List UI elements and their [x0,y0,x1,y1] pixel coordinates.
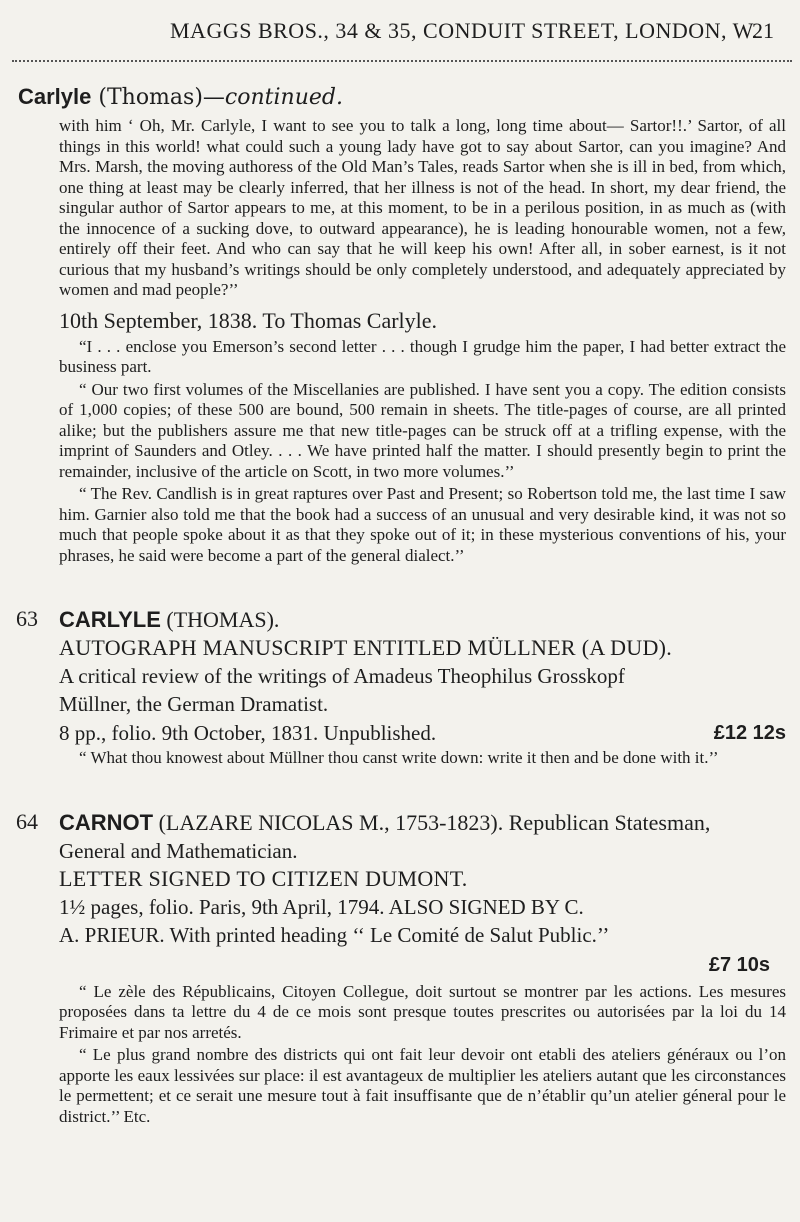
continued-heading [18,84,786,110]
lot-quote: “ What thou knowest about Müllner thou canst write down: write it then and be done with it.’’ [79,748,719,767]
letter-paragraph: with him ‘ Oh, Mr. Carlyle, I want to see you to talk a long, long time about— Sartor!!.’ Sartor, of all things in this world! what could such a young lady have got to say about Sartor, can you imagine? And Mrs. Marsh, the moving authoress of the Old Man’s Tales, reads Sartor when she is ill in bed, from which, one thing at least may be clearly inferred, that her illness is not of the head. In short, my dear friend, the singular author of Sartor appears to me, at this moment, to be in a perilous position, in as much as (with the innocence of a sucking dove, to outward appearance), he is leading honourable women, not a few, entirely off their feet. And who can say that he will keep his own! After all, in sober earnest, is it not curious that my husband’s writings should be only completely understood, and adequately appreciated by women and mad people?’’ [59,116,786,299]
letter-date-line: 10th September, 1838. To Thomas Carlyle. [59,307,438,333]
lot-number: 64 [16,808,38,834]
running-header [0,8,800,68]
letter-para-1: “I . . . enclose you Emerson’s second letter . . . though I grudge him the paper, I had better extract the business part. [59,336,786,376]
lot-author-subject: (LAZARE NICOLAS M., 1753-1823). Republican Statesman, [153,809,711,835]
lot-heading [16,809,786,837]
lot-heading [16,606,786,634]
lot-author-subject: (THOMAS). [160,607,280,632]
lot-details-1: 1½ pages, folio. Paris, 9th April, 1794. ALSO SIGNED BY C. [59,894,584,919]
header-title: MAGGS BROS., 34 & 35, CONDUIT STREET, LONDON, W. [170,18,758,43]
lot-author: CARLYLE [59,607,161,632]
letter-para-2: “ Our two first volumes of the Miscellanies are published. I have sent you a copy. The edition consists of 1,000 copies; of these 500 are bound, 500 remain in sheets. The title-pages of course, are all printed alike; but the publishers assure me that new title-pages can be struck off at a trifling expense, with the imprint of Saunders and Otley. . . . We have printed half the matter. I should presently begin to print the remainder, inclusive of the article on Scott, in two more volumes.’’ [59,379,786,481]
lot-quote-1: “ Le zèle des Républicains, Citoyen Collegue, doit surtout se montrer par les actions. Les mesures proposées dans ta lettre du 4 de ce mois sont presque toutes prescrites ou autorisées par la loi du 14 Frimaire et par nos arretés. [59,981,786,1042]
lot-number: 63 [16,606,38,631]
continued-subject: (Thomas)— [98,85,225,110]
lot-entry-63 [16,606,786,769]
lot-details-row [16,718,786,748]
lot-description-2: Müllner, the German Dramatist. [59,692,329,716]
lot-price-row [16,949,786,982]
page-number: 21 [752,18,774,43]
continued-note: continued. [224,85,343,110]
header-rule [12,60,792,62]
continued-name: Carlyle [18,84,92,109]
lot-quote-2: “ Le plus grand nombre des districts qui ont fait leur devoir ont etabli des ateliers généraux ou l’on apporte les eaux lessivées sur place: il est avantageux de multiplier les ateliers autant que les circonstances le permettent; et ce serait une mesure tout à fait insuffisante que de n’établir qu’un atelier géneral pour le district.’’ Etc. [59,1045,786,1126]
lot-title: LETTER SIGNED TO CITIZEN DUMONT. [59,865,468,891]
lot-description-1: A critical review of the writings of Amadeus Theophilus Grosskopf [59,664,625,688]
lot-author-subject-2: General and Mathematician. [59,838,298,863]
lot-price: £12 12s [713,722,786,744]
lot-author: CARNOT [59,809,154,835]
page-content [16,78,786,1129]
lot-details-2: A. PRIEUR. With printed heading ‘‘ Le Comité de Salut Public.’’ [59,922,610,947]
letter-para-3: “ The Rev. Candlish is in great raptures over Past and Present; so Robertson told me, the last time I saw him. Garnier also told me that the book had a success of an unusual and very desirable kind, it was not so much that people spoke about it as that they spoke out of it; in these mysterious conventions of his, your phrases, he said were become a part of the general dialect.’’ [59,484,786,565]
lot-details: 8 pp., folio. 9th October, 1831. Unpublished. [59,721,437,745]
lot-entry-64 [16,809,786,1128]
lot-price: £7 10s [708,953,770,976]
lot-title: AUTOGRAPH MANUSCRIPT ENTITLED MÜLLNER (A DUD). [59,635,673,660]
